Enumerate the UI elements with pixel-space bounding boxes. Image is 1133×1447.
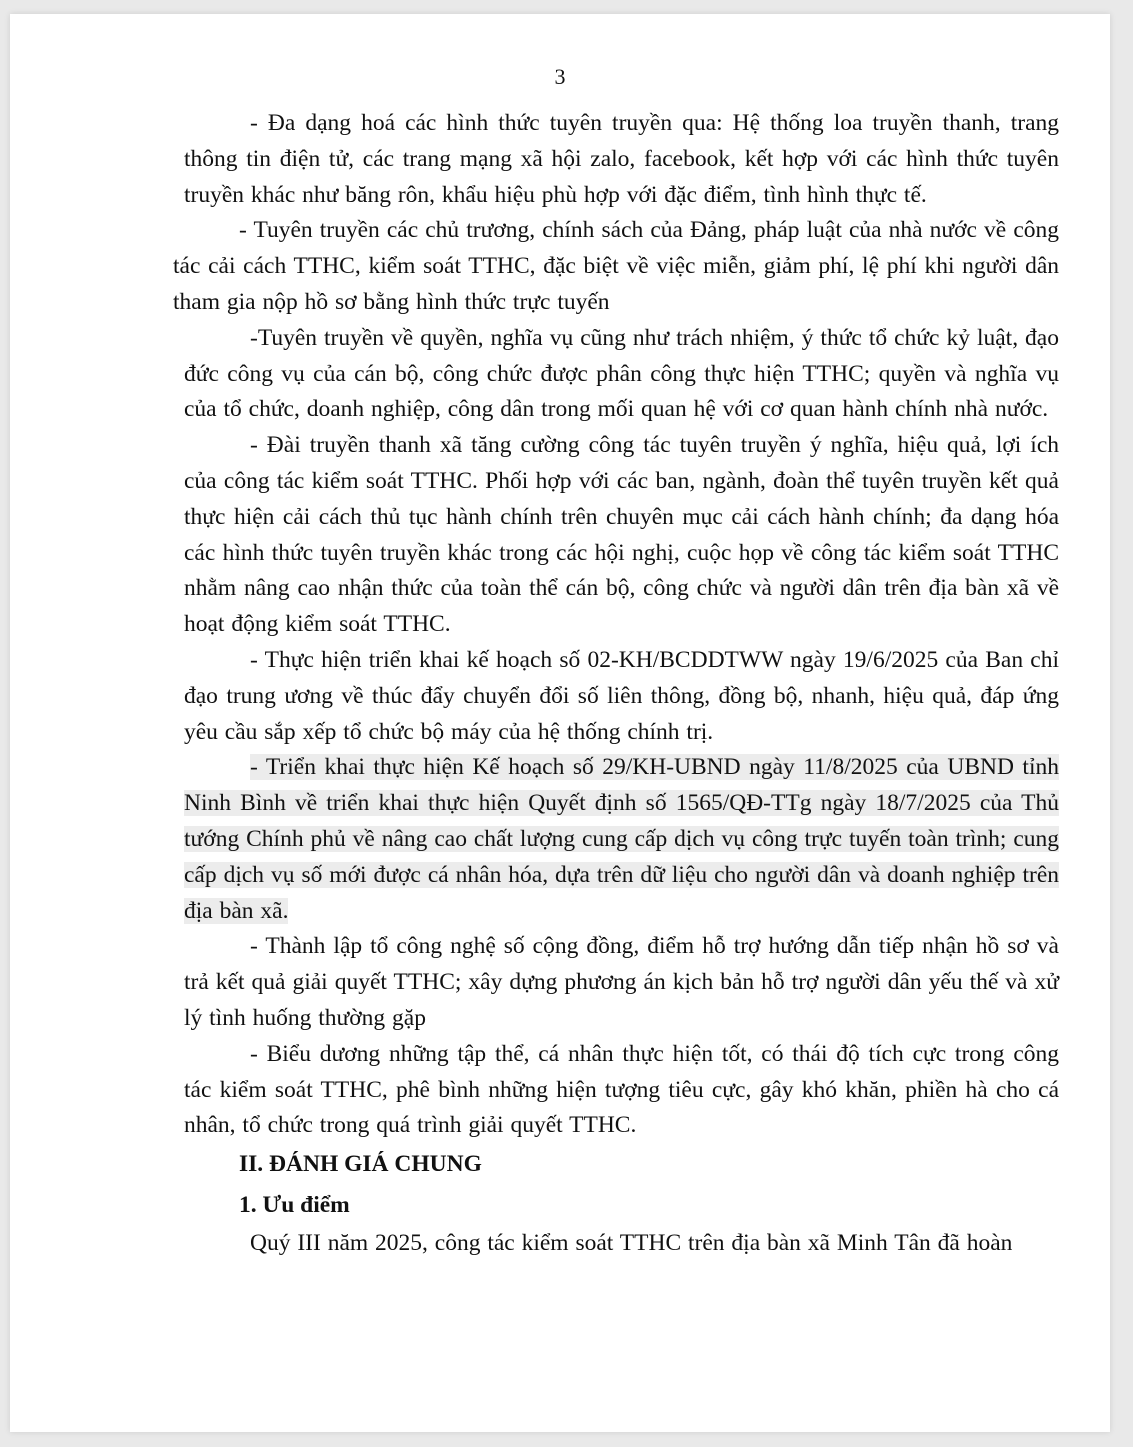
document-body xyxy=(173,106,1059,1262)
paragraph-commendation: - Biểu dương những tập thể, cá nhân thực hiện tốt, có thái độ tích cực trong công tác kiểm soát TTHC, phê bình những hiện tượng tiêu cực, gây khó khăn, phiền hà cho cá nhân, tổ chức trong quá trình giải quyết TTHC. xyxy=(184,1040,1059,1139)
paragraph-party-policy: - Tuyên truyền các chủ trương, chính sách của Đảng, pháp luật của nhà nước về công tác cải cách TTHC, kiểm soát TTHC, đặc biệt về việc miễn, giảm phí, lệ phí khi người dân tham gia nộp hồ sơ bằng hình thức trực tuyến xyxy=(173,217,1059,315)
document-page xyxy=(10,14,1110,1432)
highlighted-text: - Triển khai thực hiện Kế hoạch số 29/KH-UBND ngày 11/8/2025 của UBND tỉnh Ninh Bình về triển khai thực hiện Quyết định số 1565/QĐ-TTg ngày 18/7/2025 của Thủ tướng Chính phủ về nâng cao chất lượng cung cấp dịch vụ công trực tuyến toàn trình; cung cấp dịch vụ số mới được cá nhân hóa, dựa trên dữ liệu cho người dân và doanh nghiệp trên địa bàn xã. xyxy=(184,754,1059,924)
paragraph-diversify-channels: - Đa dạng hoá các hình thức tuyên truyền qua: Hệ thống loa truyền thanh, trang thông tin điện tử, các trang mạng xã hội zalo, facebook, kết hợp với các hình thức tuyên truyền khác như băng rôn, khẩu hiệu phù hợp với đặc điểm, tình hình thực tế. xyxy=(184,110,1059,208)
paragraph-community-tech-team: - Thành lập tổ công nghệ số cộng đồng, điểm hỗ trợ hướng dẫn tiếp nhận hồ sơ và trả kết quả giải quyết TTHC; xây dựng phương án kịch bản hỗ trợ người dân yếu thế và xử lý tình huống thường gặp xyxy=(184,933,1059,1031)
paragraph-closing: Quý III năm 2025, công tác kiểm soát TTHC trên địa bàn xã Minh Tân đã hoàn xyxy=(250,1230,1013,1257)
paragraph-online-public-services xyxy=(184,750,1059,929)
page-number: 3 xyxy=(554,64,566,89)
paragraph-radio-station: - Đài truyền thanh xã tăng cường công tác tuyên truyền ý nghĩa, hiệu quả, lợi ích của công tác kiểm soát TTHC. Phối hợp với các ban, ngành, đoàn thể tuyên truyền kết quả thực hiện cải cách thủ tục hành chính trên chuyên mục cải cách hành chính; đa dạng hóa các hình thức tuyên truyền khác trong các hội nghị, cuộc họp về công tác kiểm soát TTHC nhằm nâng cao nhận thức của toàn thể cán bộ, công chức và người dân trên địa bàn xã về hoạt động kiểm soát TTHC. xyxy=(184,432,1059,638)
paragraph-digital-transformation-plan: - Thực hiện triển khai kế hoạch số 02-KH/BCDDTWW ngày 19/6/2025 của Ban chỉ đạo trung ương về thúc đẩy chuyển đổi số liên thông, đồng bộ, nhanh, hiệu quả, đáp ứng yêu cầu sắp xếp tổ chức bộ máy của hệ thống chính trị. xyxy=(184,646,1059,745)
subheading-advantages: 1. Ưu điểm xyxy=(239,1192,350,1219)
paragraph-rights-obligations: -Tuyên truyền về quyền, nghĩa vụ cũng như trách nhiệm, ý thức tổ chức kỷ luật, đạo đức công vụ của cán bộ, công chức được phân công thực hiện TTHC; quyền và nghĩa vụ của tổ chức, doanh nghiệp, công dân trong mối quan hệ với cơ quan hành chính nhà nước. xyxy=(184,324,1059,423)
section-heading: II. ĐÁNH GIÁ CHUNG xyxy=(239,1151,482,1178)
